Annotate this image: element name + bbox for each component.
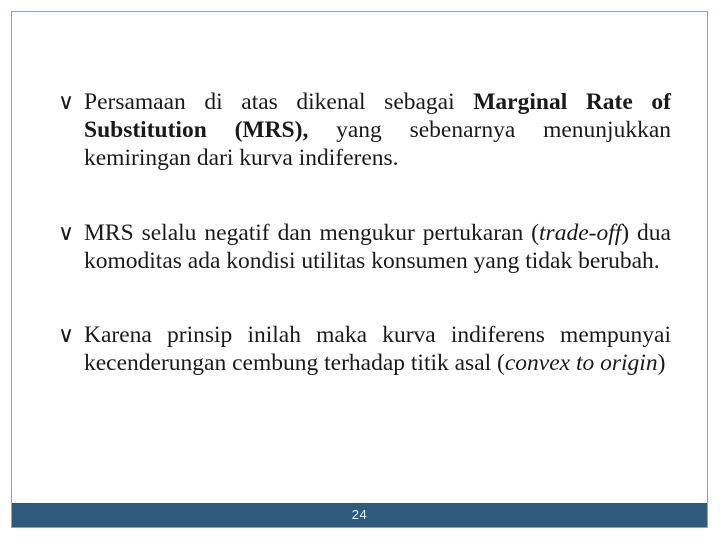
bullet-text: MRS selalu negatif dan mengukur pertukaran (	[84, 220, 540, 246]
bullet-text-italic: trade-off	[539, 220, 622, 246]
bullet-item-mrs-definition	[58, 88, 671, 172]
bullet-arrow-icon: ∨	[58, 89, 75, 114]
bullet-text: yang sebenarnya menunjukkan kemiringan dari kurva indiferens.	[84, 117, 671, 171]
footer-bar	[12, 503, 707, 527]
bullet-arrow-icon: ∨	[58, 220, 75, 245]
page-number: 24	[351, 507, 368, 522]
bullet-text: Persamaan di atas dikenal sebagai	[84, 89, 474, 115]
bullet-item-mrs-negative	[58, 219, 671, 275]
bullet-list	[58, 88, 671, 377]
bullet-arrow-icon: ∨	[58, 322, 75, 347]
bullet-text: Karena prinsip inilah maka kurva indiferens mempunyai kecenderungan cembung terhadap titik asal (	[84, 322, 671, 376]
bullet-text-italic: convex to origin	[504, 350, 658, 376]
bullet-text: ) dua komoditas ada kondisi utilitas konsumen yang tidak berubah.	[84, 220, 671, 274]
bullet-text-bold: Marginal Rate of Substitution (MRS),	[84, 89, 671, 143]
bullet-item-convex	[58, 321, 671, 377]
bullet-text: )	[657, 350, 666, 376]
